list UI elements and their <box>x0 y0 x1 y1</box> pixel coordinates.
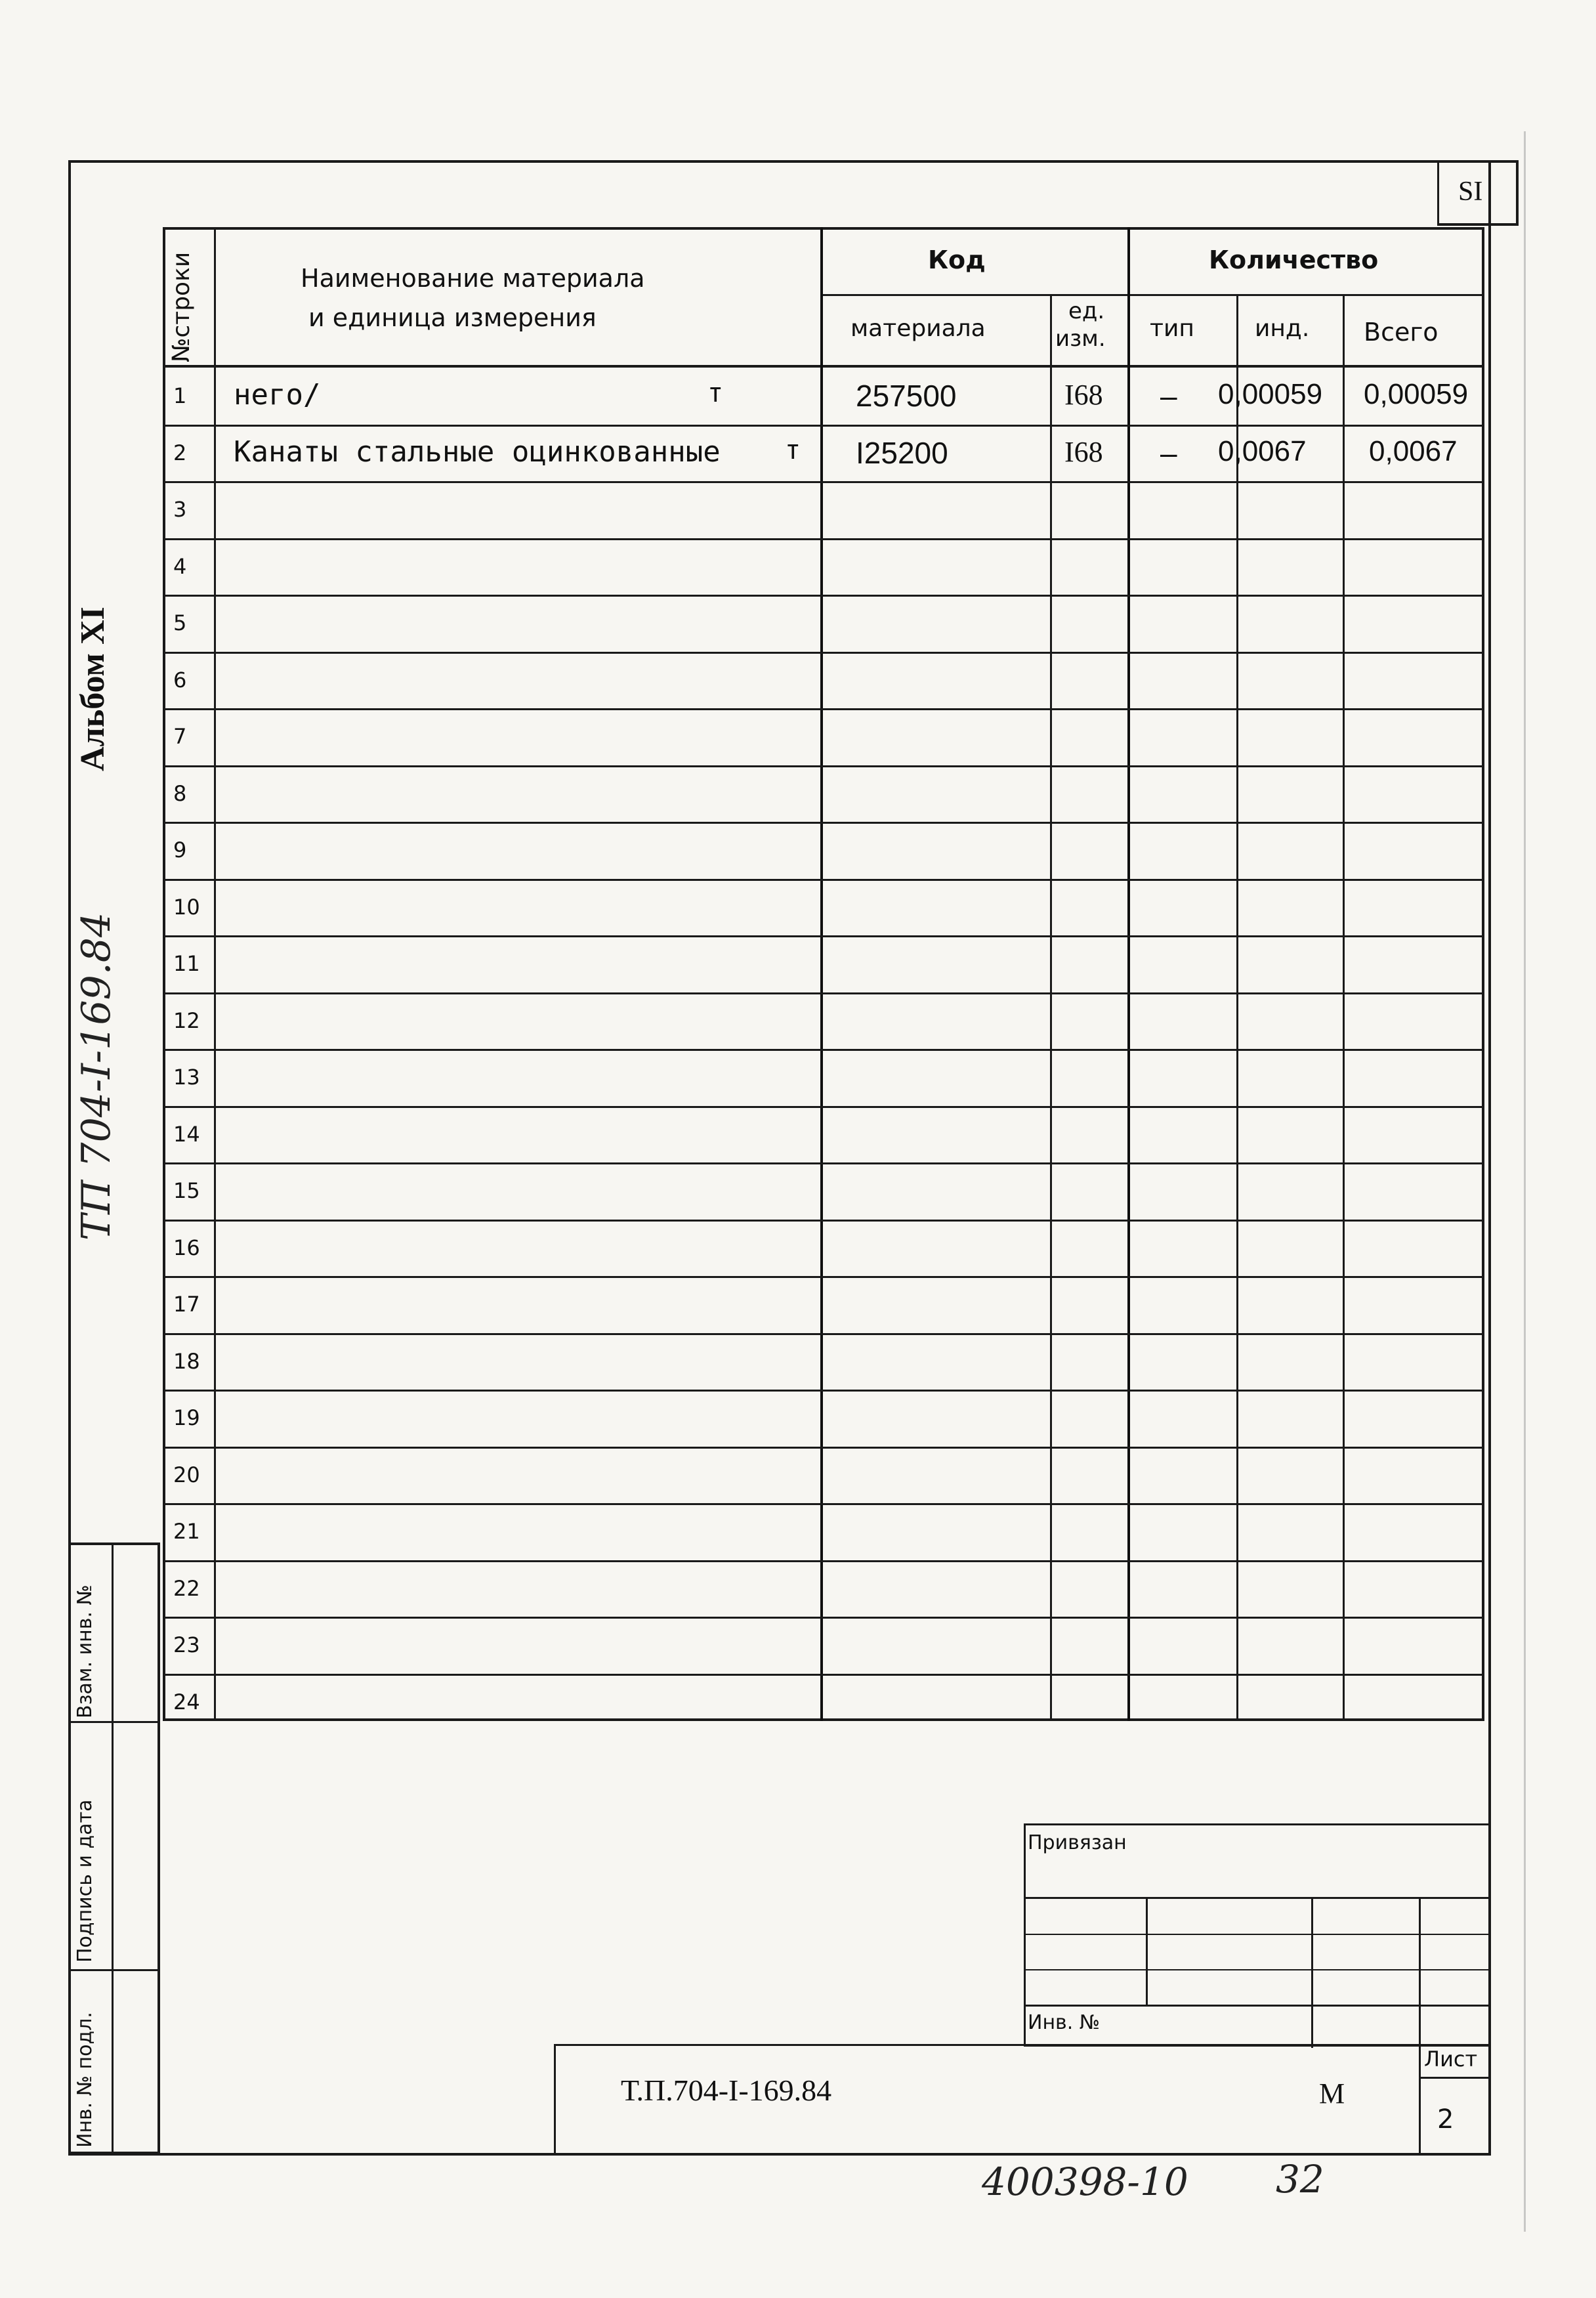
row-line <box>163 765 1484 767</box>
col-line-6 <box>1343 294 1345 1721</box>
row-line <box>163 652 1484 654</box>
left-stamp-sep2 <box>68 1969 160 1971</box>
left-stamp-sep1 <box>68 1721 160 1723</box>
row-line <box>163 935 1484 937</box>
tb-line-c <box>1024 1969 1491 1970</box>
sheet-label: Лист <box>1424 2047 1478 2072</box>
tb-line-d <box>1024 2005 1491 2007</box>
row-line <box>163 1333 1484 1335</box>
archive-number: 400398-10 <box>982 2160 1188 2204</box>
row-number: 22 <box>173 1575 200 1601</box>
tb-line-b <box>1024 1934 1491 1935</box>
row-line <box>163 1617 1484 1619</box>
row-number: 20 <box>173 1462 200 1487</box>
row-unit-mark: т <box>707 378 724 408</box>
row-number: 13 <box>173 1065 200 1090</box>
tb-line-a <box>1024 1897 1491 1899</box>
row-name: него/ <box>234 378 321 412</box>
header-tip: тип <box>1150 315 1194 342</box>
row-number: 4 <box>173 553 187 579</box>
row-line <box>163 1390 1484 1392</box>
header-bottom <box>163 365 1484 368</box>
row-line <box>163 1162 1484 1164</box>
row-line <box>163 822 1484 824</box>
row-unit: I68 <box>1064 379 1103 411</box>
row-line <box>163 1049 1484 1051</box>
row-number: 17 <box>173 1292 200 1317</box>
row-line <box>163 1106 1484 1108</box>
left-stamp-divider <box>112 1543 114 2154</box>
row-ind: 0,0067 <box>1218 435 1307 467</box>
row-number: 6 <box>173 667 187 692</box>
row-line <box>163 708 1484 710</box>
sheet-box-sep <box>1419 2077 1491 2079</box>
row-line <box>163 879 1484 881</box>
row-total: 0,0067 <box>1369 435 1458 467</box>
row-number: 5 <box>173 610 187 635</box>
row-line <box>163 538 1484 540</box>
row-name: Канаты стальные оцинкованные <box>234 435 721 469</box>
inv-no-label: Инв. № <box>1028 2011 1101 2034</box>
row-number: 3 <box>173 497 187 522</box>
doc-code: Т.П.704-I-169.84 <box>621 2074 832 2107</box>
corner-sheet-label: SI <box>1458 177 1483 207</box>
header-qty-group: Количество <box>1209 245 1379 274</box>
row-number: 14 <box>173 1121 200 1147</box>
row-number: 15 <box>173 1178 200 1203</box>
row-number: 16 <box>173 1235 200 1260</box>
row-line <box>163 595 1484 597</box>
project-code-vertical: ТП 704-I-169.84 <box>74 912 119 1241</box>
col-line-5 <box>1236 294 1238 1721</box>
row-unit-mark: т <box>785 435 801 465</box>
mark-m: М <box>1319 2077 1345 2110</box>
col-line-2 <box>820 227 823 1721</box>
row-code: 257500 <box>856 379 957 413</box>
header-total: Всего <box>1364 318 1438 347</box>
row-line <box>163 1560 1484 1562</box>
row-number: 21 <box>173 1519 200 1544</box>
privyazan-label: Привязан <box>1028 1831 1127 1854</box>
row-line <box>163 1447 1484 1449</box>
row-line <box>163 1220 1484 1222</box>
header-row-no: №строки <box>168 251 195 362</box>
row-number: 19 <box>173 1405 200 1430</box>
row-number: 11 <box>173 951 200 976</box>
row-number: 23 <box>173 1632 200 1657</box>
header-mid <box>820 294 1484 296</box>
page-number: 32 <box>1276 2157 1324 2202</box>
row-number: 7 <box>173 724 187 749</box>
header-name-line1: Наименование материала <box>301 264 645 293</box>
row-tip: – <box>1160 435 1177 470</box>
row-line <box>163 1276 1484 1278</box>
col-line-3 <box>1050 294 1052 1721</box>
row-ind: 0,00059 <box>1218 378 1323 410</box>
col-line-4 <box>1127 227 1130 1721</box>
row-number: 18 <box>173 1348 200 1374</box>
tb-vline-1 <box>1146 1897 1148 2005</box>
row-number: 10 <box>173 894 200 920</box>
tb-vline-2 <box>1311 1897 1313 2048</box>
header-material: материала <box>850 315 986 342</box>
row-number: 9 <box>173 838 187 862</box>
row-number: 2 <box>173 440 187 465</box>
row-number: 24 <box>173 1689 200 1714</box>
header-ind: инд. <box>1255 315 1310 342</box>
row-unit: I68 <box>1064 435 1103 468</box>
row-number: 1 <box>173 383 187 408</box>
row-line <box>163 481 1484 483</box>
row-line <box>163 425 1484 427</box>
row-number: 12 <box>173 1008 200 1033</box>
header-code-group: Код <box>928 245 986 274</box>
row-tip: – <box>1160 379 1177 413</box>
header-unit-1: ед. <box>1068 298 1105 324</box>
col-line-1 <box>214 227 216 1721</box>
row-number: 8 <box>173 780 187 806</box>
row-line <box>163 1674 1484 1676</box>
album-label: Альбом XI <box>74 606 112 771</box>
header-unit-2: изм. <box>1055 326 1106 352</box>
stamp-inv-podl: Инв. № подл. <box>74 2012 96 2148</box>
row-line <box>163 1503 1484 1505</box>
row-code: I25200 <box>856 435 948 470</box>
scan-edge-right <box>1524 131 1526 2232</box>
stamp-podpis: Подпись и дата <box>74 1799 96 1963</box>
sheet-number: 2 <box>1437 2104 1454 2135</box>
header-name-line2: и единица измерения <box>308 303 597 332</box>
row-total: 0,00059 <box>1364 378 1469 410</box>
stamp-vzam: Взам. инв. № <box>74 1585 96 1718</box>
row-line <box>163 992 1484 994</box>
